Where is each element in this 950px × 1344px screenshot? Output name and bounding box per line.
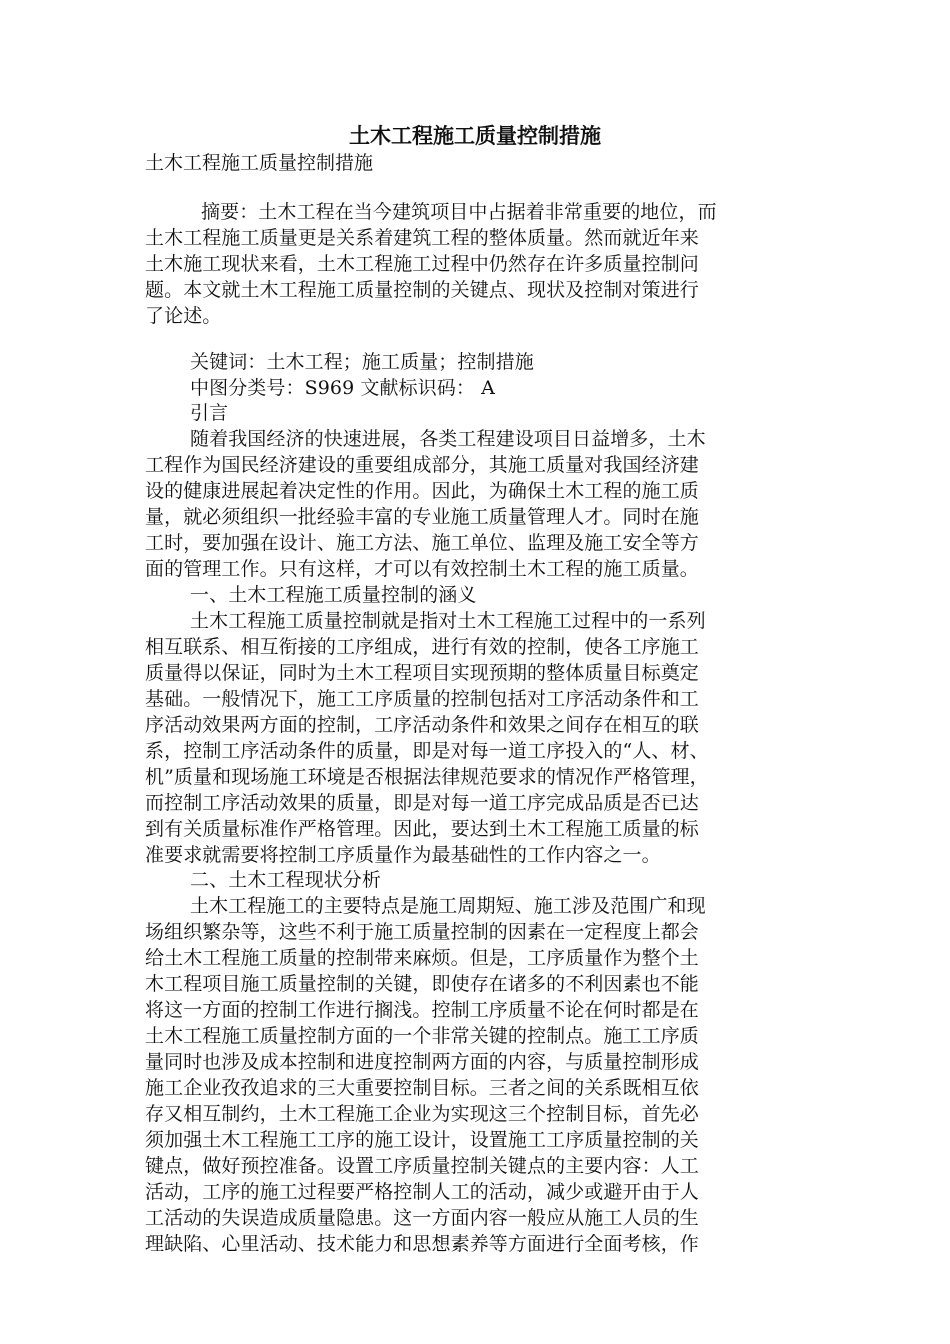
section2-line: 活动，工序的施工过程要严格控制人工的活动，减少或避开由于人 <box>145 1181 699 1203</box>
intro-line: 工程作为国民经济建设的重要组成部分，其施工质量对我国经济建 <box>145 454 699 476</box>
abstract-line: 了论述。 <box>145 305 222 327</box>
section1-line: 土木工程施工质量控制就是指对土木工程施工过程中的一系列 <box>190 610 706 632</box>
abstract-line: 题。本文就土木工程施工质量控制的关键点、现状及控制对策进行 <box>145 279 699 301</box>
section2-line: 将这一方面的控制工作进行搁浅。控制工序质量不论在何时都是在 <box>145 999 699 1021</box>
section2-line: 工活动的失误造成质量隐患。这一方面内容一般应从施工人员的生 <box>145 1207 699 1229</box>
section1-line: 准要求就需要将控制工序质量作为最基础性的工作内容之一。 <box>145 844 661 866</box>
intro-line: 随着我国经济的快速进展，各类工程建设项目日益增多，土木 <box>190 428 706 450</box>
abstract-line: 摘要：土木工程在当今建筑项目中占据着非常重要的地位，而 <box>201 201 717 223</box>
section1-line: 机”质量和现场施工环境是否根据法律规范要求的情况作严格管理， <box>145 766 709 788</box>
section1-line: 到有关质量标准作严格管理。因此，要达到土木工程施工质量的标 <box>145 818 699 840</box>
section2-line: 场组织繁杂等，这些不利于施工质量控制的因素在一定程度上都会 <box>145 921 699 943</box>
document-subtitle: 土木工程施工质量控制措施 <box>145 152 374 174</box>
abstract-line: 土木工程施工质量更是关系着建筑工程的整体质量。然而就近年来 <box>145 227 699 249</box>
section2-line: 土木工程施工质量控制方面的一个非常关键的控制点。施工工序质 <box>145 1025 699 1047</box>
intro-line: 面的管理工作。只有这样，才可以有效控制土木工程的施工质量。 <box>145 558 699 580</box>
classification-number: 中图分类号：S969 文献标识码： A <box>190 377 495 399</box>
section2-line: 键点，做好预控准备。设置工序质量控制关键点的主要内容：人工 <box>145 1155 699 1177</box>
section2-line: 须加强土木工程施工工序的施工设计，设置施工工序质量控制的关 <box>145 1129 699 1151</box>
section1-line: 序活动效果两方面的控制，工序活动条件和效果之间存在相互的联 <box>145 714 699 736</box>
section1-line: 基础。一般情况下，施工工序质量的控制包括对工序活动条件和工 <box>145 688 699 710</box>
section2-line: 施工企业孜孜追求的三大重要控制目标。三者之间的关系既相互依 <box>145 1077 699 1099</box>
section2-line: 量同时也涉及成本控制和进度控制两方面的内容，与质量控制形成 <box>145 1051 699 1073</box>
intro-line: 设的健康进展起着决定性的作用。因此，为确保土木工程的施工质 <box>145 480 699 502</box>
section1-line: 系，控制工序活动条件的质量，即是对每一道工序投入的“人、材、 <box>145 740 709 762</box>
section2-line: 存又相互制约，土木工程施工企业为实现这三个控制目标，首先必 <box>145 1103 699 1125</box>
section2-line: 木工程项目施工质量控制的关键，即使存在诸多的不利因素也不能 <box>145 973 699 995</box>
keywords: 关键词：土木工程；施工质量；控制措施 <box>190 351 534 373</box>
section2-line: 理缺陷、心里活动、技术能力和思想素养等方面进行全面考核，作 <box>145 1233 699 1255</box>
section1-line: 质量得以保证，同时为土木工程项目实现预期的整体质量目标奠定 <box>145 662 699 684</box>
section2-line: 土木工程施工的主要特点是施工周期短、施工涉及范围广和现 <box>190 895 706 917</box>
document-title: 土木工程施工质量控制措施 <box>349 123 601 148</box>
section-heading: 二、土木工程现状分析 <box>190 869 382 891</box>
section1-line: 而控制工序活动效果的质量，即是对每一道工序完成品质是否已达 <box>145 792 699 814</box>
abstract-line: 土木施工现状来看，土木工程施工过程中仍然存在许多质量控制问 <box>145 253 699 275</box>
section2-line: 给土木工程施工质量的控制带来麻烦。但是，工序质量作为整个土 <box>145 947 699 969</box>
intro-line: 量，就必须组织一批经验丰富的专业施工质量管理人才。同时在施 <box>145 506 699 528</box>
section1-line: 相互联系、相互衔接的工序组成，进行有效的控制，使各工序施工 <box>145 636 699 658</box>
intro-line: 工时，要加强在设计、施工方法、施工单位、监理及施工安全等方 <box>145 532 699 554</box>
intro-heading: 引言 <box>190 402 229 424</box>
section-heading: 一、土木工程施工质量控制的涵义 <box>190 584 477 606</box>
